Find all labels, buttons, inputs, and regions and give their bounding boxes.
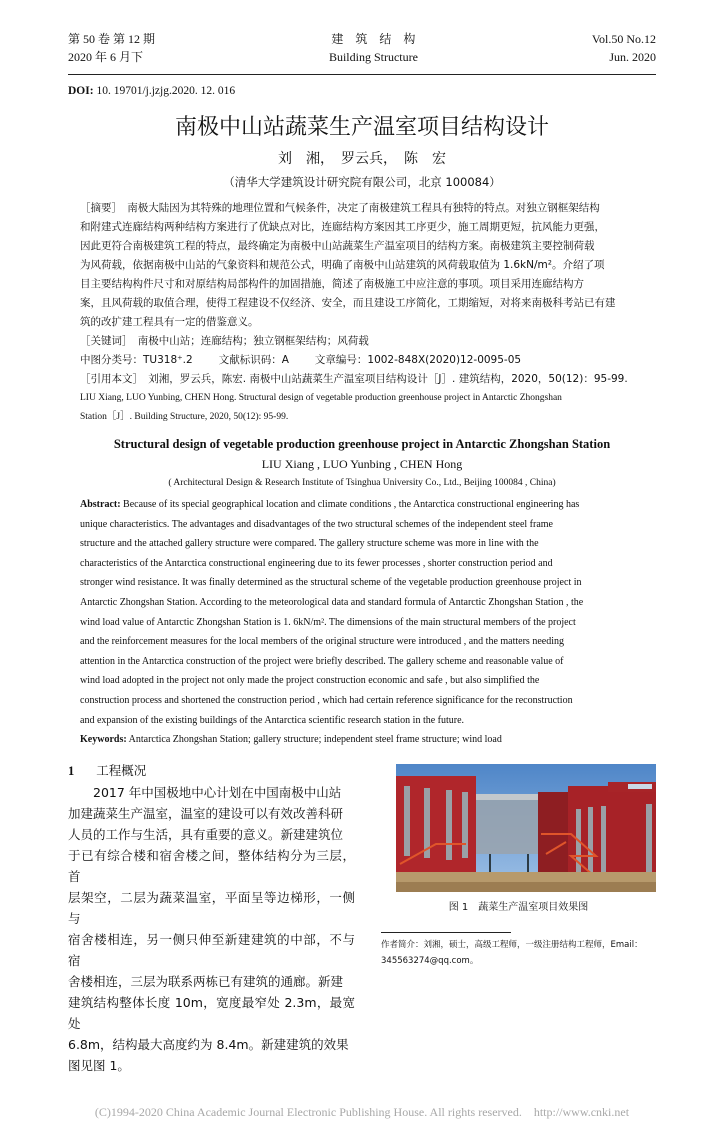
affiliation-cn: （清华大学建筑设计研究院有限公司，北京 100084）	[223, 175, 501, 189]
abstract-en-line: unique characteristics. The advantages and disadvantages of the two structural schemes of the independent steel frame	[80, 518, 553, 530]
abstract-cn-line: 和附建式连廊结构两种结构方案进行了优缺点对比，连廊结构方案因其工序更少，施工周期更短，抗风能力更强，	[80, 221, 605, 233]
abstract-en-line: characteristics of the Antarctica constructional engineering due to its fewer processes , shorter construction period and	[80, 557, 553, 569]
citation-en-line: LIU Xiang, LUO Yunbing, CHEN Hong. Structural design of vegetable production greenhouse project in Antarctic Zhongshan	[80, 393, 562, 403]
paper-title-en: Structural design of vegetable production greenhouse project in Antarctic Zhongshan Station	[113, 437, 611, 451]
document-code: 文献标识码：A	[218, 354, 289, 366]
abstract-en-line: stronger wind resistance. It was finally determined as the structural scheme of the vegetable production greenhouse project in	[80, 577, 582, 589]
abstract-cn-line: 为风荷载，依据南极中山站的气象资料和规范公式，明确了南极中山站建筑的风荷载取值为 1.6kN/m²。介绍了项	[80, 259, 605, 271]
abstract-en-line: wind load value of Antarctic Zhongshan Station is 1. 6kN/m². The dimensions of the main structural members of the project	[80, 616, 576, 628]
abstract-en-line: Antarctic Zhongshan Station. According to the meteorological data and standard formula of Antarctic Zhongshan Station , the	[80, 596, 584, 608]
body-line: 2017 年中国极地中心计划在中国南极中山站	[93, 784, 342, 800]
keywords-en-value: Antarctica Zhongshan Station; gallery structure; independent steel frame structure; wind load	[128, 734, 502, 746]
doi-label: DOI:	[68, 85, 94, 97]
running-header	[68, 30, 656, 66]
header-rule	[68, 74, 656, 75]
figure-column	[381, 760, 656, 1076]
abstract-cn-line	[80, 199, 644, 218]
body-line: 宿舍楼相连，另一侧只伸至新建建筑的中部，不与宿	[68, 931, 355, 968]
abstract-en-line: attention in the Antarctica construction of the project were briefly described. The gallery scheme and reasonable value of	[80, 655, 564, 667]
author-email[interactable]: 345563274@qq.com。	[381, 955, 479, 966]
greenhouse-rendering-image	[396, 764, 656, 892]
body-line: 舍楼相连，三层为联系两栋已有建筑的通廊。新建	[68, 973, 344, 989]
author-note-line: 作者简介：刘湘，硕士，高级工程师，一级注册结构工程师，Email：	[381, 939, 643, 950]
body-line: 人员的工作与生活，具有重要的意义。新建建筑位	[68, 826, 344, 842]
journal-name-en: Building Structure	[328, 50, 418, 64]
journal-name-cn: 建 筑 结 构	[331, 32, 416, 46]
section-number: 1	[68, 763, 75, 778]
footnote-rule	[381, 932, 511, 933]
abstract-cn-line: 目主要结构构件尺寸和对原结构局部构件的加固措施，简述了南极施工中应注意的事项。项目采用连廊结构方	[80, 278, 584, 290]
paper-title-cn: 南极中山站蔬菜生产温室项目结构设计	[174, 115, 549, 140]
authors-cn: 刘 湘， 罗云兵， 陈 宏	[278, 151, 446, 167]
doi-link[interactable]: 10. 19701/j.jzjg.2020. 12. 016	[96, 85, 236, 97]
abstract-en-line: structure and the attached gallery structure were compared. The gallery structure scheme was more in line with the	[80, 538, 539, 550]
authors-en: LIU Xiang , LUO Yunbing , CHEN Hong	[261, 457, 463, 471]
article-number: 文章编号：1002-848X(2020)12-0095-05	[314, 354, 522, 366]
abstract-en-line: construction process and shortened the construction period , which had certain reference significance for the reconstruction	[80, 694, 573, 706]
abstract-cn-label: ［摘要］	[80, 202, 117, 214]
body-line: 于已有综合楼和宿舍楼之间，整体结构分为三层，首	[68, 847, 355, 884]
author-note	[381, 937, 656, 969]
two-column-body	[68, 760, 656, 1076]
abstract-cn-line: 案，且风荷载的取值合理，使得工程建设不仅经济、安全，而且建设工序简化，工期缩短，对将来南极科考站已有建	[80, 297, 616, 309]
citation-label: ［引用本文］	[80, 373, 138, 385]
abstract-en-line: wind load adopted in the project not only made the project construction economic and safe , but also simplified the	[80, 675, 540, 687]
abstract-en-line: and the reinforcement measures for the local members of the original structure were introduced , and the matters needing	[80, 636, 564, 648]
issue-date: 2020 年 6 月下	[68, 50, 144, 64]
citation-cn-text: 刘湘，罗云兵，陈宏. 南极中山站蔬菜生产温室项目结构设计［J］. 建筑结构，2020，50(12)：95-99.	[148, 373, 628, 385]
body-line: 层架空，二层为蔬菜温室，平面呈等边梯形，一侧与	[68, 889, 355, 926]
affiliation-en: ( Architectural Design & Research Institute of Tsinghua University Co., Ltd., Beijing 100084 , China)	[168, 478, 556, 488]
figure-1-caption: 图 1 蔬菜生产温室项目效果图	[448, 901, 589, 913]
volume-issue-en: Vol.50 No.12	[591, 32, 656, 46]
doi	[68, 83, 656, 99]
copyright-footer: (C)1994-2020 China Academic Journal Electronic Publishing House. All rights reserved. http://www.cnki.net	[94, 1104, 630, 1119]
journal-issue	[68, 30, 155, 66]
figure-1-rendering	[396, 764, 656, 892]
keywords-cn-label: ［关键词］	[80, 335, 128, 347]
keywords-cn-value: 南极中山站；连廊结构；独立钢框架结构；风荷载	[137, 335, 369, 347]
abstract-en-line: and expansion of the existing buildings of the Antarctica scientific research station in the future.	[80, 714, 465, 726]
section-heading	[68, 760, 355, 782]
keywords-en-label: Keywords:	[80, 734, 127, 746]
volume-issue: 第 50 卷 第 12 期	[68, 32, 156, 46]
issue-date-en: Jun. 2020	[609, 50, 656, 64]
abstract-en-text: Because of its special geographical location and climate conditions , the Antarctica constructional engineering has	[123, 499, 580, 510]
abstract-cn-line: 筑的改扩建工程具有一定的借鉴意义。	[80, 316, 259, 328]
journal-issue-en	[592, 30, 656, 66]
abstract-cn-text: 南极大陆因为其特殊的地理位置和气候条件，决定了南极建筑工程具有独特的特点。对独立钢框架结构	[127, 202, 600, 214]
abstract-cn-line: 因此更符合南极建筑工程的特点，最终确定为南极中山站蔬菜生产温室项目的结构方案。南极建筑主要控制荷载	[80, 240, 595, 252]
abstract-cn	[80, 199, 644, 427]
abstract-en-label: Abstract:	[80, 499, 121, 510]
citation-cn	[80, 370, 644, 389]
journal-name	[329, 30, 418, 66]
abstract-en	[80, 495, 644, 750]
keywords-cn	[80, 332, 644, 351]
body-line: 建筑结构整体长度 10m，宽度最窄处 2.3m，最宽处	[68, 994, 355, 1031]
body-line: 加建蔬菜生产温室，温室的建设可以有效改善科研	[68, 805, 344, 821]
clc-number: 中图分类号：TU318⁺.2	[80, 354, 193, 366]
classification	[80, 351, 644, 370]
citation-en-line: Station［J］. Building Structure, 2020, 50(12): 95-99.	[80, 412, 289, 422]
section-1	[68, 760, 355, 1076]
body-line: 图见图 1。	[68, 1057, 130, 1073]
abstract-en-line	[80, 495, 644, 515]
section-title: 工程概况	[96, 762, 147, 778]
keywords-en	[80, 730, 644, 750]
body-line: 6.8m，结构最大高度约为 8.4m。新建建筑的效果	[68, 1036, 349, 1052]
